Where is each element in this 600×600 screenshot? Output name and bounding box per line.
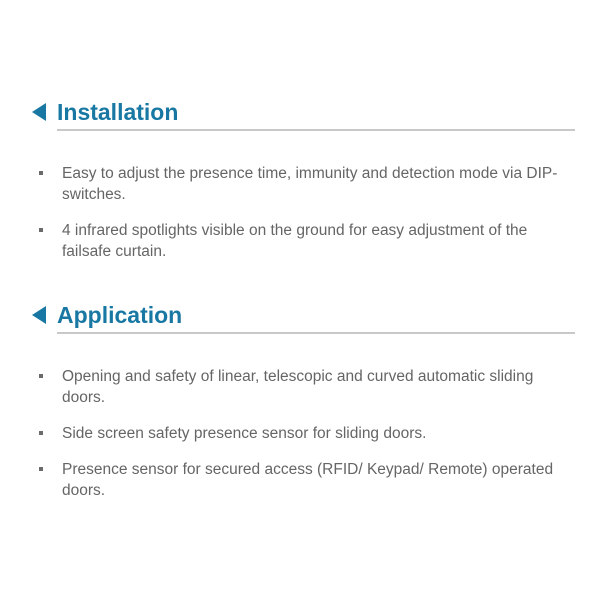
bullet-list [32,163,575,262]
section-title: Application [57,302,183,328]
left-triangle-icon [32,306,46,324]
bullet-text: Opening and safety of linear, telescopic and curved automatic sliding doors. [62,368,534,406]
section-application [0,302,600,501]
square-bullet-icon [39,467,43,471]
bullet-list [32,366,575,501]
list-item [32,423,572,444]
section-title: Installation [57,99,179,125]
square-bullet-icon [39,228,43,232]
section-header [32,99,575,125]
square-bullet-icon [39,171,43,175]
bullet-text: Presence sensor for secured access (RFID/ Keypad/ Remote) operated doors. [62,461,554,499]
square-bullet-icon [39,431,43,435]
list-item [32,366,572,408]
section-divider [57,129,575,131]
list-item [32,459,572,501]
bullet-text: Easy to adjust the presence time, immunity and detection mode via DIP-switches. [62,165,558,203]
bullet-text: Side screen safety presence sensor for sliding doors. [62,425,427,442]
left-triangle-icon [32,103,46,121]
bullet-text: 4 infrared spotlights visible on the ground for easy adjustment of the failsafe curtain. [62,222,528,260]
list-item [32,220,572,262]
list-item [32,163,572,205]
section-divider [57,332,575,334]
section-header [32,302,575,328]
section-installation [0,99,600,262]
square-bullet-icon [39,374,43,378]
